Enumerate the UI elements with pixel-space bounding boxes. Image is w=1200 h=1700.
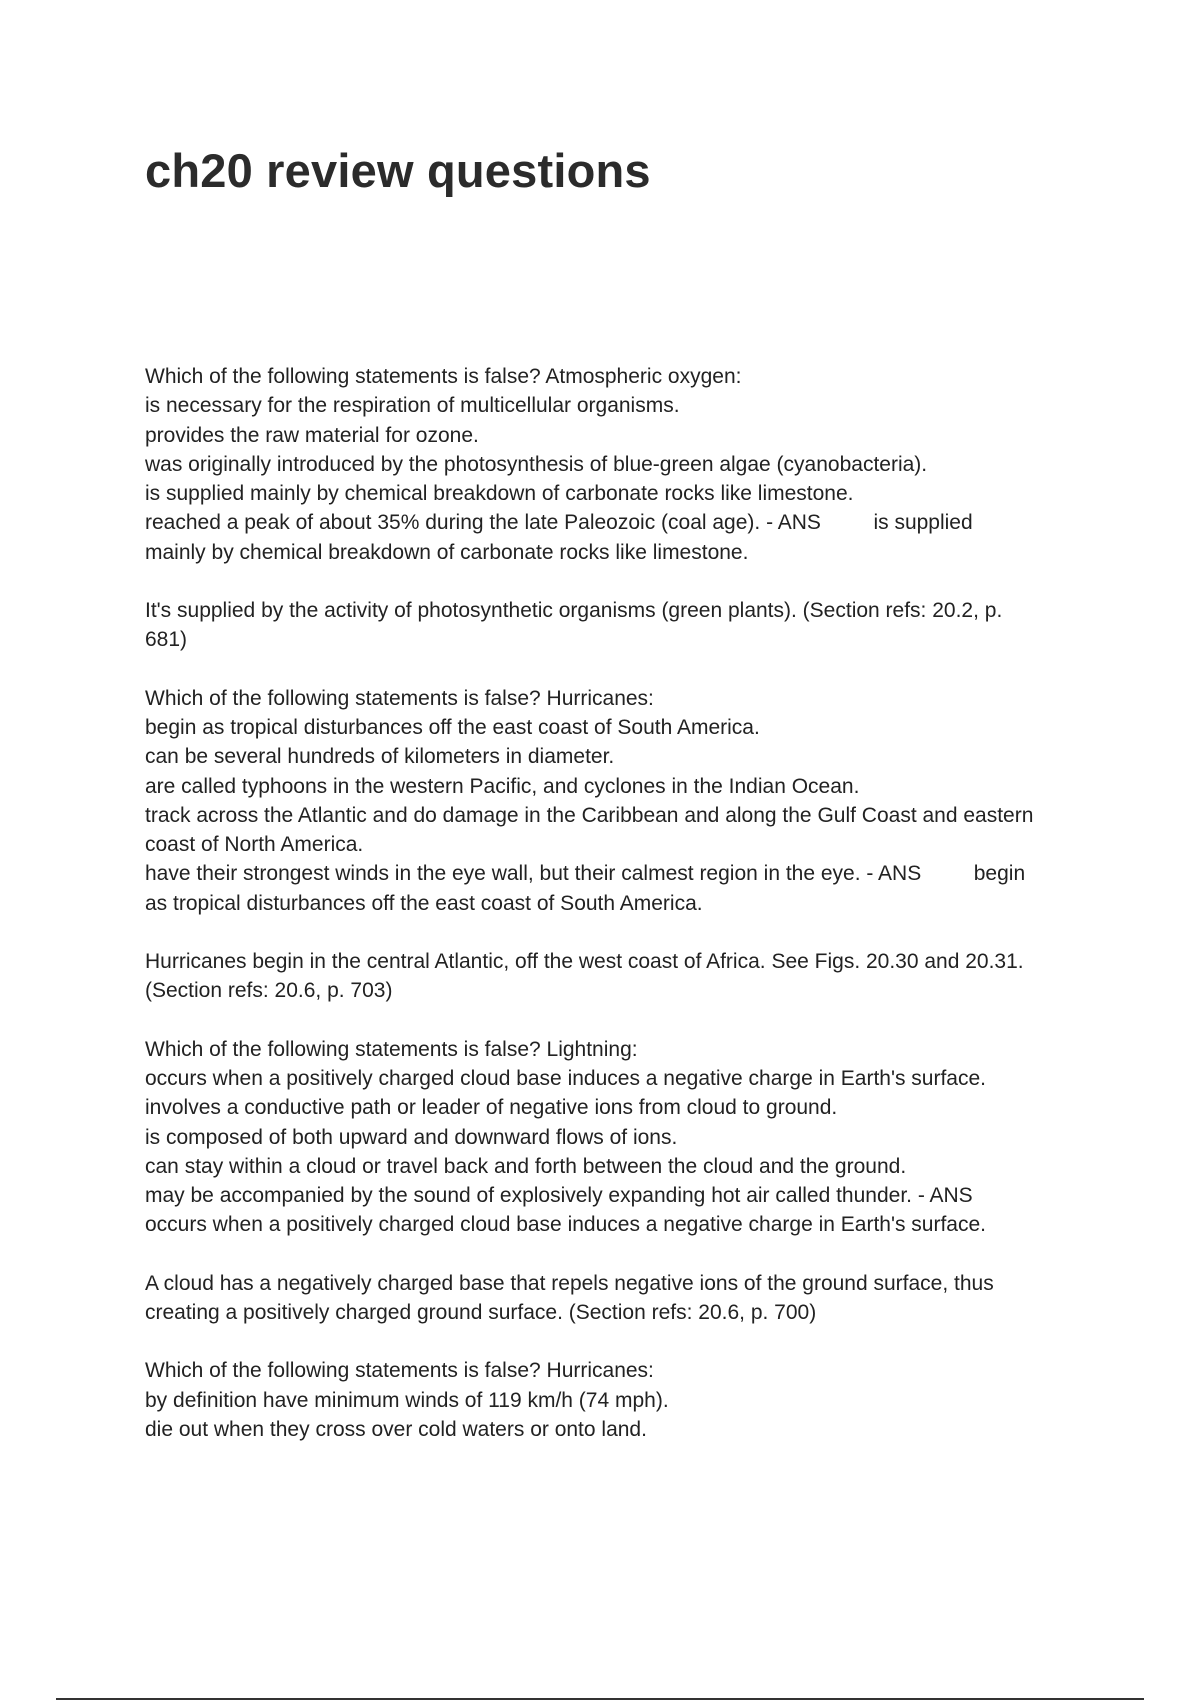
text-line: (Section refs: 20.6, p. 703) — [145, 979, 393, 1003]
text-line: as tropical disturbances off the east coast of South America. — [145, 891, 703, 915]
question-block-hurricanes-2 — [145, 1356, 1095, 1444]
explanation-block-oxygen — [145, 596, 1095, 655]
text-line: is composed of both upward and downward flows of ions. — [145, 1125, 678, 1149]
text-line: can be several hundreds of kilometers in diameter. — [145, 745, 615, 769]
text-line: is necessary for the respiration of multicellular organisms. — [145, 394, 680, 418]
text-line: 681) — [145, 628, 188, 652]
text-line: reached a peak of about 35% during the late Paleozoic (coal age). - ANS is supplied — [145, 511, 973, 535]
text-line: by definition have minimum winds of 119 km/h (74 mph). — [145, 1388, 669, 1412]
text-line: can stay within a cloud or travel back and forth between the cloud and the ground. — [145, 1154, 907, 1178]
question-block-oxygen — [145, 362, 1095, 567]
text-line: coast of North America. — [145, 833, 364, 857]
text-line: Which of the following statements is false? Hurricanes: — [145, 1359, 654, 1383]
page-title: ch20 review questions — [145, 144, 651, 197]
text-line: provides the raw material for ozone. — [145, 423, 479, 447]
explanation-block-hurricanes-1 — [145, 947, 1095, 1006]
document-body — [145, 362, 1095, 1473]
text-line: was originally introduced by the photosynthesis of blue-green algae (cyanobacteria). — [145, 452, 928, 476]
text-line: Which of the following statements is false? Lightning: — [145, 1037, 638, 1061]
text-line: A cloud has a negatively charged base that repels negative ions of the ground surface, thus — [145, 1271, 994, 1295]
text-line: Which of the following statements is false? Atmospheric oxygen: — [145, 365, 742, 388]
explanation-block-lightning — [145, 1269, 1095, 1328]
text-line: occurs when a positively charged cloud base induces a negative charge in Earth's surface. — [145, 1213, 986, 1237]
text-line: involves a conductive path or leader of negative ions from cloud to ground. — [145, 1096, 838, 1120]
text-line: occurs when a positively charged cloud base induces a negative charge in Earth's surface. — [145, 1066, 986, 1090]
text-line: It's supplied by the activity of photosynthetic organisms (green plants). (Section refs: 20.2, p. — [145, 599, 1003, 623]
text-line: have their strongest winds in the eye wall, but their calmest region in the eye. - ANS begin — [145, 862, 1026, 886]
text-line: are called typhoons in the western Pacific, and cyclones in the Indian Ocean. — [145, 774, 860, 798]
text-line: Hurricanes begin in the central Atlantic, off the west coast of Africa. See Figs. 20.30 and 20.31. — [145, 950, 1024, 974]
question-block-lightning — [145, 1035, 1095, 1240]
text-line: may be accompanied by the sound of explosively expanding hot air called thunder. - ANS — [145, 1184, 973, 1208]
text-line: creating a positively charged ground surface. (Section refs: 20.6, p. 700) — [145, 1301, 817, 1325]
text-line: is supplied mainly by chemical breakdown of carbonate rocks like limestone. — [145, 482, 854, 506]
text-line: mainly by chemical breakdown of carbonate rocks like limestone. — [145, 540, 749, 564]
text-line: begin as tropical disturbances off the east coast of South America. — [145, 715, 760, 739]
text-line: track across the Atlantic and do damage in the Caribbean and along the Gulf Coast and eastern — [145, 803, 1034, 827]
question-block-hurricanes-1 — [145, 684, 1095, 918]
text-line: die out when they cross over cold waters or onto land. — [145, 1417, 647, 1441]
text-line: Which of the following statements is false? Hurricanes: — [145, 686, 654, 710]
